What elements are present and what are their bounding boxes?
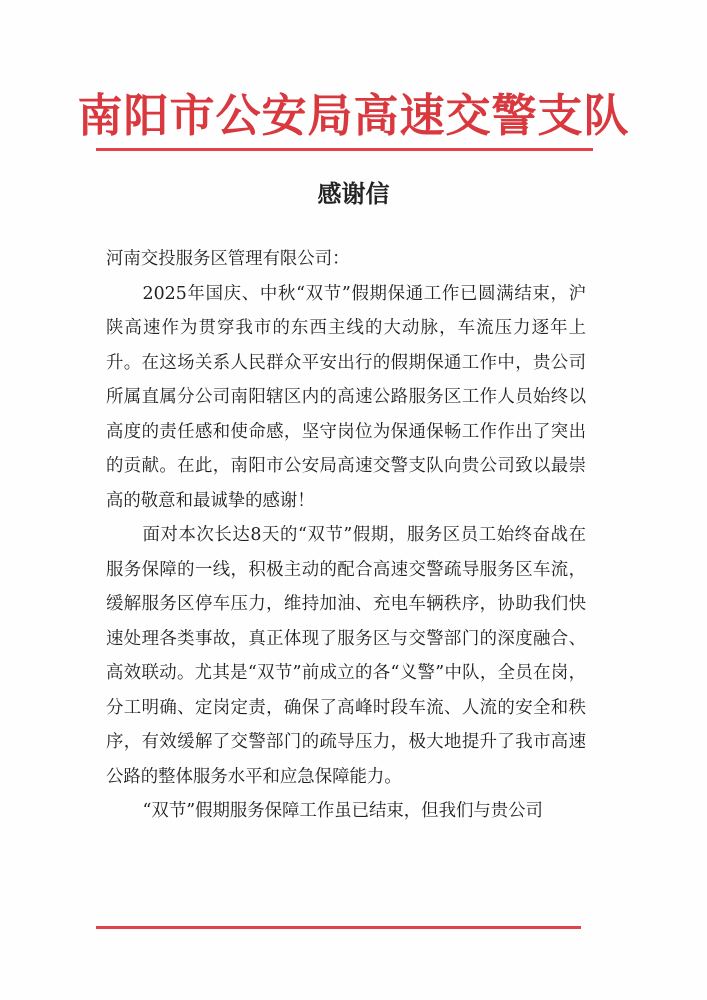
salutation: 河南交投服务区管理有限公司：: [106, 249, 350, 269]
letter-title: 感谢信: [317, 180, 390, 208]
paragraph-1: 2025年国庆、中秋“双节”假期保通工作已圆满结束，沪陕高速作为贯穿我市的东西主线的大动脉，车流压力逐年上升。在这场关系人民群众平安出行的假期保通工作中，贵公司所属直属分公司南阳辖区内的高速公路服务区工作人员始终以高度的责任感和使命感，坚守岗位为保通保畅工作作出了突出的贡献。在此，南阳市公安局高速交警支队向贵公司致以最崇高的敬意和最诚挚的感谢！: [106, 283, 586, 511]
letter-body: [106, 242, 586, 829]
paragraph-3: “双节”假期服务保障工作虽已结束，但我们与贵公司: [142, 801, 543, 821]
letterhead-title: 南阳市公安局高速交警支队: [77, 89, 630, 142]
letterhead-red-rule: [96, 148, 593, 151]
paragraph-2: 面对本次长达8天的“双节”假期，服务区员工始终奋战在服务保障的一线，积极主动的配合高速交警疏导服务区车流，缓解服务区停车压力，维持加油、充电车辆秩序，协助我们快速处理各类事故，真正体现了服务区与交警部门的深度融合、高效联动。尤其是“双节”前成立的各“义警”中队，全员在岗，分工明确、定岗定责，确保了高峰时段车流、人流的安全和秩序，有效缓解了交警部门的疏导压力，极大地提升了我市高速公路的整体服务水平和应急保障能力。: [106, 525, 586, 787]
footer-red-rule: [96, 926, 581, 929]
